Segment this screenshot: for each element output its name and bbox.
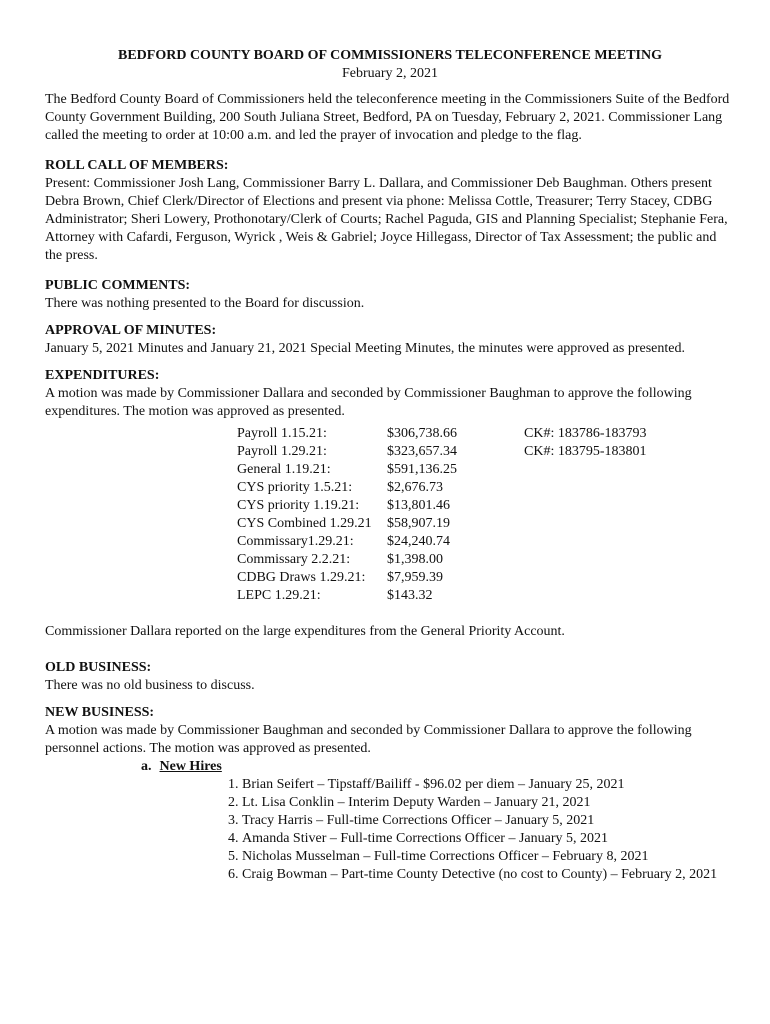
new-hires-label: New Hires bbox=[159, 759, 222, 774]
expenditure-check bbox=[524, 461, 735, 479]
expenditure-amount: $591,136.25 bbox=[387, 462, 457, 477]
expenditures-report: Commissioner Dallara reported on the large expenditures from the General Priority Account. bbox=[45, 624, 565, 639]
expenditure-check bbox=[524, 569, 735, 587]
expenditures-heading: EXPENDITURES: bbox=[45, 368, 160, 383]
list-item-number: 1. bbox=[228, 777, 239, 792]
old-business-section bbox=[45, 659, 735, 695]
expenditure-check: CK#: 183786-183793 bbox=[524, 426, 647, 441]
old-business-body: There was no old business to discuss. bbox=[45, 678, 255, 693]
expenditure-label: Payroll 1.15.21: bbox=[237, 426, 327, 441]
list-item bbox=[228, 830, 735, 848]
expenditure-amount: $1,398.00 bbox=[387, 552, 443, 567]
expenditure-check bbox=[524, 515, 735, 533]
list-item bbox=[228, 776, 735, 794]
expenditure-label: General 1.19.21: bbox=[237, 462, 331, 477]
list-item-text: Tracy Harris – Full-time Corrections Officer – January 5, 2021 bbox=[242, 813, 595, 828]
expenditure-amount: $143.32 bbox=[387, 588, 433, 603]
list-item-text: Amanda Stiver – Full-time Corrections Officer – January 5, 2021 bbox=[242, 831, 608, 846]
expenditures-table bbox=[237, 425, 735, 605]
list-item bbox=[228, 794, 735, 812]
intro-paragraph: The Bedford County Board of Commissioners held the teleconference meeting in the Commissioners Suite of the Bedford County Government Building, 200 South Juliana Street, Bedford, PA on Tuesday, February 2, 2021. Commissioner Lang called the meeting to order at 10:00 a.m. and led the prayer of invocation and pledge to the flag. bbox=[45, 92, 730, 143]
expenditure-amount: $24,240.74 bbox=[387, 534, 450, 549]
list-item-number: 2. bbox=[228, 795, 239, 810]
expenditure-check bbox=[524, 551, 735, 569]
expenditure-label: Commissary 2.2.21: bbox=[237, 552, 351, 567]
list-item-text: Craig Bowman – Part-time County Detective (no cost to County) – February 2, 2021 bbox=[242, 867, 718, 882]
list-item-number: 5. bbox=[228, 849, 239, 864]
new-hires-marker: a. bbox=[141, 759, 152, 774]
new-hires-heading bbox=[141, 758, 735, 776]
expenditure-label: Commissary1.29.21: bbox=[237, 534, 354, 549]
expenditure-check bbox=[524, 587, 735, 605]
list-item bbox=[228, 866, 735, 884]
new-business-heading: NEW BUSINESS: bbox=[45, 705, 155, 720]
roll-call-heading: ROLL CALL OF MEMBERS: bbox=[45, 158, 229, 173]
roll-call-section bbox=[45, 157, 735, 265]
expenditure-check: CK#: 183795-183801 bbox=[524, 444, 647, 459]
new-hires-list bbox=[228, 776, 735, 884]
list-item-number: 4. bbox=[228, 831, 239, 846]
expenditure-label: CYS Combined 1.29.21 bbox=[237, 516, 372, 531]
expenditure-amount: $13,801.46 bbox=[387, 498, 450, 513]
new-business-body: A motion was made by Commissioner Baughman and seconded by Commissioner Dallara to approve the following personnel actions. The motion was approved as presented. bbox=[45, 723, 692, 756]
expenditure-amount: $2,676.73 bbox=[387, 480, 443, 495]
expenditure-label: CYS priority 1.5.21: bbox=[237, 480, 353, 495]
new-business-section bbox=[45, 704, 735, 884]
expenditure-check bbox=[524, 533, 735, 551]
old-business-heading: OLD BUSINESS: bbox=[45, 660, 152, 675]
public-comments-section bbox=[45, 277, 735, 313]
expenditures-section bbox=[45, 367, 735, 641]
expenditure-check bbox=[524, 479, 735, 497]
document-title: BEDFORD COUNTY BOARD OF COMMISSIONERS TELECONFERENCE MEETING bbox=[118, 48, 662, 63]
expenditure-amount: $58,907.19 bbox=[387, 516, 450, 531]
list-item-text: Brian Seifert – Tipstaff/Bailiff - $96.02 per diem – January 25, 2021 bbox=[242, 777, 625, 792]
meeting-date: February 2, 2021 bbox=[341, 66, 439, 81]
public-comments-body: There was nothing presented to the Board for discussion. bbox=[45, 296, 365, 311]
expenditures-body: A motion was made by Commissioner Dallara and seconded by Commissioner Baughman to approve the following expenditures. The motion was approved as presented. bbox=[45, 386, 692, 419]
public-comments-heading: PUBLIC COMMENTS: bbox=[45, 278, 191, 293]
list-item bbox=[228, 848, 735, 866]
expenditure-label: LEPC 1.29.21: bbox=[237, 588, 321, 603]
list-item-text: Nicholas Musselman – Full-time Corrections Officer – February 8, 2021 bbox=[242, 849, 649, 864]
list-item-number: 3. bbox=[228, 813, 239, 828]
expenditure-check bbox=[524, 497, 735, 515]
approval-body: January 5, 2021 Minutes and January 21, 2021 Special Meeting Minutes, the minutes were approved as presented. bbox=[45, 341, 685, 356]
expenditure-amount: $306,738.66 bbox=[387, 426, 457, 441]
list-item bbox=[228, 812, 735, 830]
expenditure-label: CYS priority 1.19.21: bbox=[237, 498, 360, 513]
expenditure-label: CDBG Draws 1.29.21: bbox=[237, 570, 366, 585]
approval-section bbox=[45, 322, 735, 358]
roll-call-body: Present: Commissioner Josh Lang, Commissioner Barry L. Dallara, and Commissioner Deb Baughman. Others present Debra Brown, Chief Clerk/Director of Elections and present via phone: Melissa Cottle, Treasurer; Terry Stacey, CDBG Administrator; Sheri Lowery, Prothonotary/Clerk of Courts; Rachel Paguda, GIS and Planning Specialist; Stephanie Fera, Attorney with Cafardi, Ferguson, Wyrick , Weis & Gabriel; Joyce Hillegass, Director of Tax Assessment; the public and the press. bbox=[45, 176, 728, 263]
expenditure-label: Payroll 1.29.21: bbox=[237, 444, 327, 459]
expenditure-amount: $7,959.39 bbox=[387, 570, 443, 585]
approval-heading: APPROVAL OF MINUTES: bbox=[45, 323, 217, 338]
document-page bbox=[45, 47, 735, 884]
expenditure-amount: $323,657.34 bbox=[387, 444, 457, 459]
list-item-number: 6. bbox=[228, 867, 239, 882]
list-item-text: Lt. Lisa Conklin – Interim Deputy Warden – January 21, 2021 bbox=[242, 795, 591, 810]
